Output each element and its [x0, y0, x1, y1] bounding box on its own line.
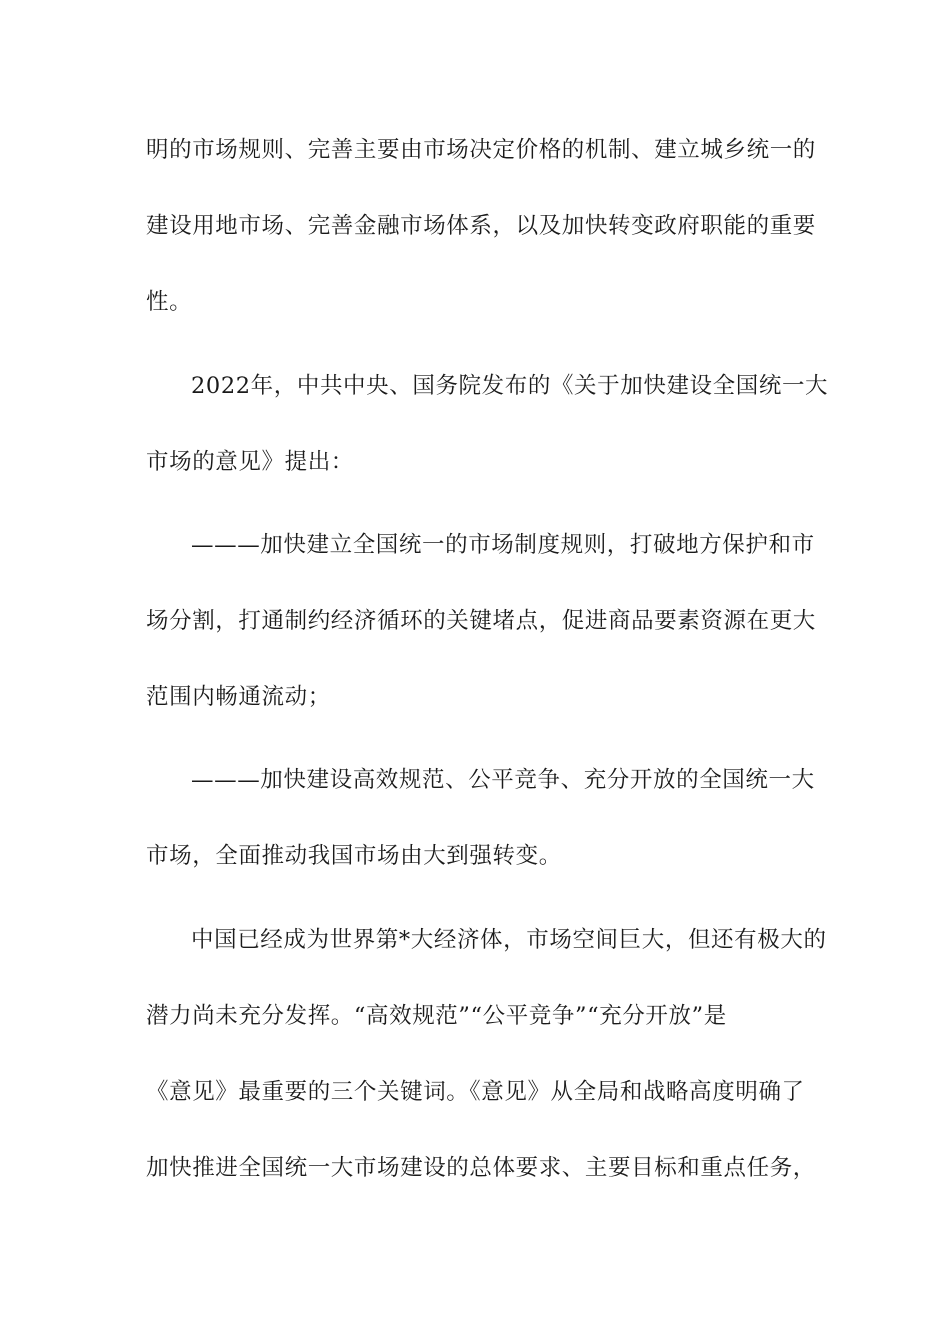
text-line: 场分割，打通制约经济循环的关键堵点，促进商品要素资源在更大: [146, 608, 816, 634]
text-line: 范围内畅通流动；: [146, 684, 331, 710]
paragraph-first-line: 2022年，中共中央、国务院发布的《关于加快建设全国统一大: [191, 373, 829, 399]
text-line: 建设用地市场、完善金融市场体系，以及加快转变政府职能的重要: [146, 213, 816, 239]
list-item-first-line: ———加快建立全国统一的市场制度规则，打破地方保护和市: [191, 532, 815, 558]
text-line: 市场，全面推动我国市场由大到强转变。: [146, 843, 562, 869]
text-line: 《意见》最重要的三个关键词。《意见》从全局和战略高度明确了: [146, 1079, 805, 1105]
text-line: 明的市场规则、完善主要由市场决定价格的机制、建立城乡统一的: [146, 137, 816, 163]
text-line: 潜力尚未充分发挥。“高效规范”“公平竞争”“充分开放”是: [146, 1003, 727, 1029]
text-line: 加快推进全国统一大市场建设的总体要求、主要目标和重点任务，: [146, 1155, 816, 1181]
list-item-first-line: ———加快建设高效规范、公平竞争、充分开放的全国统一大: [191, 767, 815, 793]
text-line: 性。: [146, 289, 193, 315]
text-line: 市场的意见》提出：: [146, 449, 354, 475]
paragraph-first-line: 中国已经成为世界第*大经济体，市场空间巨大，但还有极大的: [191, 927, 827, 953]
